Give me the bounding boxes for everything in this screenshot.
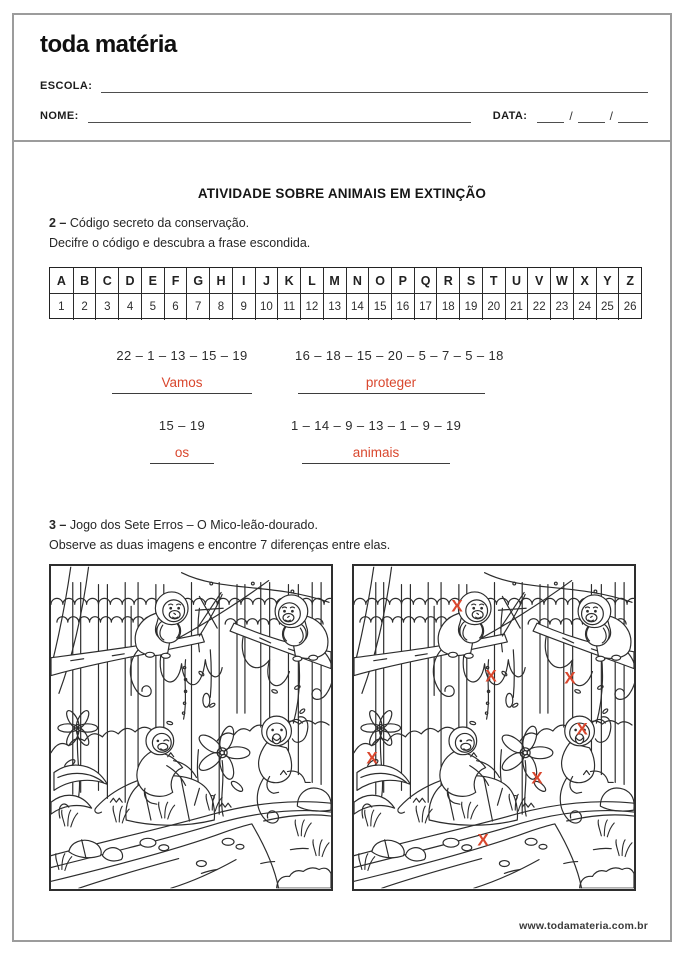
cipher-cell-number: 17 xyxy=(414,294,437,320)
cipher-cell-letter: T xyxy=(482,268,505,294)
code-sequence: 1 – 14 – 9 – 13 – 1 – 9 – 19 xyxy=(291,418,462,433)
cipher-cell-number: 15 xyxy=(368,294,391,320)
cipher-cell-letter: O xyxy=(368,268,391,294)
code-answer: os xyxy=(150,445,214,464)
cipher-cell-letter: K xyxy=(277,268,300,294)
forest-scene-illustration xyxy=(51,566,331,889)
worksheet-sheet xyxy=(12,13,672,942)
nome-label: NOME: xyxy=(40,110,79,122)
code-sequence: 22 – 1 – 13 – 15 – 19 xyxy=(116,348,248,363)
cipher-cell-number: 18 xyxy=(436,294,459,320)
cipher-cell-letter: F xyxy=(164,268,187,294)
cipher-cell-letter: N xyxy=(346,268,369,294)
cipher-cell-number: 11 xyxy=(277,294,300,320)
difference-mark: X xyxy=(531,768,543,788)
cipher-cell-letter: Y xyxy=(596,268,619,294)
date-group xyxy=(493,109,648,123)
cipher-cell-letter: W xyxy=(550,268,573,294)
worksheet-title: ATIVIDADE SOBRE ANIMAIS EM EXTINÇÃO xyxy=(197,186,487,201)
cipher-cell-number: 2 xyxy=(73,294,96,320)
date-separator: / xyxy=(569,109,573,123)
cipher-cell-letter: R xyxy=(436,268,459,294)
exercise3-name: Jogo dos Sete Erros – O Mico-leão-dourado. xyxy=(69,518,318,532)
cipher-cell-letter: D xyxy=(118,268,141,294)
cipher-cell-letter: L xyxy=(300,268,323,294)
escola-label: ESCOLA: xyxy=(40,80,93,92)
difference-marks-layer xyxy=(354,566,634,889)
cipher-cell-letter: X xyxy=(573,268,596,294)
date-month-blank xyxy=(578,110,605,123)
cipher-cell-letter: J xyxy=(255,268,278,294)
cipher-cell-number: 21 xyxy=(505,294,528,320)
cipher-cell-letter: Z xyxy=(618,268,641,294)
cipher-cell-number: 7 xyxy=(186,294,209,320)
difference-mark: X xyxy=(576,719,588,739)
exercise2-instruction: Decifre o código e descubra a frase escondida. xyxy=(49,236,311,250)
cipher-cell-number: 10 xyxy=(255,294,278,320)
cipher-cell-letter: S xyxy=(459,268,482,294)
cipher-cell-number: 8 xyxy=(209,294,232,320)
cipher-cell-number: 19 xyxy=(459,294,482,320)
cipher-cell-letter: M xyxy=(323,268,346,294)
code-sequence: 15 – 19 xyxy=(158,418,206,433)
date-separator: / xyxy=(609,109,613,123)
code-answer: Vamos xyxy=(112,375,252,394)
exercise2-number: 2 – xyxy=(49,216,67,230)
cipher-cell-letter: A xyxy=(50,268,73,294)
cipher-cell-number: 9 xyxy=(232,294,255,320)
cipher-cell-number: 26 xyxy=(618,294,641,320)
exercise3-text xyxy=(49,515,640,555)
code-item-3 xyxy=(107,418,257,464)
difference-mark: X xyxy=(451,596,463,616)
cipher-cell-letter: E xyxy=(141,268,164,294)
cipher-cell-number: 5 xyxy=(141,294,164,320)
cipher-cell-letter: P xyxy=(391,268,414,294)
exercise3-instruction: Observe as duas imagens e encontre 7 diferenças entre elas. xyxy=(49,538,391,552)
date-year-blank xyxy=(618,110,648,123)
cipher-table xyxy=(49,267,642,319)
escola-row xyxy=(40,79,648,93)
difference-mark: X xyxy=(485,666,497,686)
cipher-cell-number: 16 xyxy=(391,294,414,320)
cipher-cell-letter: H xyxy=(209,268,232,294)
date-day-blank xyxy=(537,110,564,123)
toda-materia-logo: toda matéria xyxy=(40,31,177,58)
cipher-cell-letter: G xyxy=(186,268,209,294)
sheet-header xyxy=(14,15,670,142)
cipher-cell-number: 13 xyxy=(323,294,346,320)
nome-row xyxy=(40,109,648,123)
cipher-cell-number: 22 xyxy=(527,294,550,320)
cipher-cell-number: 20 xyxy=(482,294,505,320)
exercise2-name: Código secreto da conservação. xyxy=(69,216,250,230)
cipher-cell-letter: I xyxy=(232,268,255,294)
cipher-cell-letter: V xyxy=(527,268,550,294)
cipher-cell-number: 3 xyxy=(95,294,118,320)
seven-errors-image-original xyxy=(49,564,333,891)
data-label: DATA: xyxy=(492,110,528,122)
cipher-cell-number: 24 xyxy=(573,294,596,320)
cipher-cell-number: 1 xyxy=(58,301,65,313)
code-item-1 xyxy=(107,348,257,394)
difference-mark: X xyxy=(366,748,378,768)
cipher-cell-letter: Q xyxy=(414,268,437,294)
cipher-cell-letter: U xyxy=(505,268,528,294)
cipher-cell-number: 23 xyxy=(550,294,573,320)
site-url: www.todamateria.com.br xyxy=(519,920,648,932)
cipher-cell-letter: B xyxy=(73,268,96,294)
code-sequence: 16 – 18 – 15 – 20 – 5 – 7 – 5 – 18 xyxy=(295,348,504,363)
difference-mark: X xyxy=(564,668,576,688)
cipher-cell-number: 25 xyxy=(596,294,619,320)
code-item-4 xyxy=(291,418,461,464)
cipher-cell-number: 6 xyxy=(164,294,187,320)
code-item-2 xyxy=(295,348,504,394)
code-answer: proteger xyxy=(298,375,485,394)
exercise2-text xyxy=(49,213,640,253)
seven-errors-image-marked xyxy=(352,564,636,891)
cipher-cell-number: 12 xyxy=(300,294,323,320)
cipher-cell-number: 14 xyxy=(346,294,369,320)
cipher-cell-letter: C xyxy=(95,268,118,294)
nome-write-line xyxy=(88,109,471,123)
difference-mark: X xyxy=(477,830,489,850)
escola-write-line xyxy=(101,79,648,93)
code-answer: animais xyxy=(302,445,450,464)
exercise3-number: 3 – xyxy=(49,518,67,532)
cipher-cell-number: 4 xyxy=(118,294,141,320)
